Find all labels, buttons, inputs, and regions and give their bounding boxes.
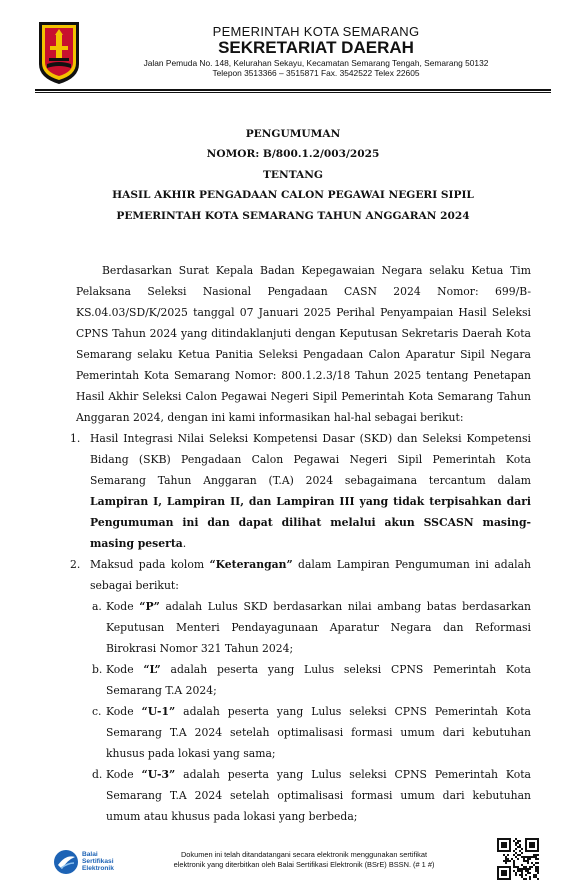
item1-bold-text: Lampiran I, Lampiran II, dan Lampiran III yang tidak terpisahkan dari Pengumuman ini dan dapat dilihat melalui akun SSCASN masing-masing peserta bbox=[90, 495, 531, 550]
bsre-text-line: Sertifikasi bbox=[82, 858, 114, 866]
sub-text: Kode bbox=[106, 705, 142, 718]
sub-number: a. bbox=[92, 600, 102, 613]
bsre-logo-text bbox=[82, 851, 114, 873]
note-line: elektronik yang diterbitkan oleh Balai Sertifikasi Elektronik (BSrE) BSSN. (# 1 #) bbox=[173, 859, 435, 869]
government-name: PEMERINTAH KOTA SEMARANG bbox=[212, 24, 420, 39]
item1-text: Hasil Integrasi Nilai Seleksi Kompetensi Dasar (SKD) dan Seleksi Kompetensi Bidang (SKB) Pengadaan Calon Pegawai Negeri Sipil Pemerintah Kota Semarang Tahun Anggaran (T.A) 2024 sebagaimana tercantum dalam bbox=[90, 432, 531, 487]
sub-item-a bbox=[92, 596, 531, 659]
list-number: 1. bbox=[70, 432, 81, 445]
sub-item-d bbox=[92, 764, 531, 827]
sub-text: Kode bbox=[106, 600, 140, 613]
code-label: “U-1” bbox=[141, 705, 176, 718]
list-item-1 bbox=[70, 428, 531, 554]
sub-text: adalah Lulus SKD berdasarkan nilai ambang batas berdasarkan Keputusan Menteri Pendayagunaan Aparatur Negara dan Reformasi Birokrasi Nomor 321 Tahun 2024; bbox=[106, 600, 531, 655]
heading-subject-line2: PEMERINTAH KOTA SEMARANG TAHUN ANGGARAN 2024 bbox=[116, 209, 470, 222]
code-label: “L” bbox=[143, 663, 161, 676]
list-number: 2. bbox=[70, 558, 81, 571]
sub-number: b. bbox=[92, 663, 103, 676]
sub-item-b bbox=[92, 659, 531, 701]
item2-bold: “Keterangan” bbox=[209, 558, 293, 571]
sub-number: c. bbox=[92, 705, 102, 718]
list-item-2 bbox=[70, 554, 532, 596]
item2-pre: Maksud pada kolom bbox=[90, 558, 210, 571]
letterhead-rule-thin bbox=[35, 92, 551, 93]
letterhead bbox=[0, 0, 586, 98]
heading-title: PENGUMUMAN bbox=[245, 128, 341, 140]
sub-text: adalah peserta yang Lulus seleksi CPNS Pemerintah Kota Semarang T.A 2024 setelah optimalisasi formasi umum dari kebutuhan umum atau khusus pada lokasi yang berbeda; bbox=[106, 768, 531, 823]
intro-paragraph: Berdasarkan Surat Kepala Badan Kepegawaian Negara selaku Ketua Tim Pelaksana Seleksi Nasional Pengadaan CASN 2024 Nomor: 699/B-KS.04.03/SD/K/2025 tanggal 07 Januari 2025 Perihal Penyampaian Hasil Seleksi CPNS Tahun 2024 yang ditindaklanjuti dengan Keputusan Sekretaris Daerah Kota Semarang selaku Ketua Panitia Seleksi Pengadaan Calon Aparatur Sipil Negara Pemerintah Kota Semarang Nomor: 800.1.2.3/18 Tahun 2025 tentang Penetapan Hasil Akhir Seleksi Calon Pegawai Negeri Sipil Pemerintah Kota Semarang Tahun Anggaran 2024, dengan ini kami informasikan hal-hal sebagai berikut: bbox=[76, 264, 531, 424]
sub-text: Kode bbox=[106, 768, 142, 781]
address-line: Jalan Pemuda No. 148, Kelurahan Sekayu, Kecamatan Semarang Tengah, Semarang 50132 bbox=[143, 58, 489, 68]
announcement-heading bbox=[60, 124, 526, 226]
sub-text: adalah peserta yang Lulus seleksi CPNS Pemerintah Kota Semarang T.A 2024 setelah optimalisasi formasi umum dari kebutuhan khusus pada lokasi yang sama; bbox=[106, 705, 531, 760]
letterhead-rule-thick bbox=[35, 89, 551, 91]
heading-about: TENTANG bbox=[263, 168, 323, 181]
note-line: Dokumen ini telah ditandatangani secara elektronik menggunakan sertifikat bbox=[180, 850, 428, 859]
bsre-text-line: Elektronik bbox=[82, 865, 114, 873]
bsre-logo-icon bbox=[52, 848, 80, 876]
item2-post: dalam Lampiran Pengumuman ini adalah sebagai berikut: bbox=[90, 558, 532, 592]
heading-subject-line1: HASIL AKHIR PENGADAAN CALON PEGAWAI NEGERI SIPIL bbox=[112, 189, 474, 202]
announcement-body bbox=[70, 260, 532, 827]
sub-item-c bbox=[92, 701, 531, 764]
e-signature-note bbox=[134, 850, 474, 869]
sub-text: Kode bbox=[106, 663, 144, 676]
bsre-text-line: Balai bbox=[82, 851, 98, 858]
code-label: “U-3” bbox=[141, 768, 176, 781]
qr-code-icon bbox=[496, 838, 540, 880]
contact-line: Telepon 3513366 – 3515871 Fax. 3542522 Telex 22605 bbox=[212, 68, 420, 78]
office-name: SEKRETARIAT DAERAH bbox=[218, 38, 414, 57]
code-label: “P” bbox=[139, 600, 160, 613]
coat-of-arms-logo bbox=[37, 20, 81, 86]
sub-number: d. bbox=[92, 768, 103, 781]
item1-end: . bbox=[182, 537, 187, 550]
sub-text: adalah peserta yang Lulus seleksi CPNS Pemerintah Kota Semarang T.A 2024; bbox=[106, 663, 531, 697]
heading-number: NOMOR: B/800.1.2/003/2025 bbox=[206, 148, 380, 161]
